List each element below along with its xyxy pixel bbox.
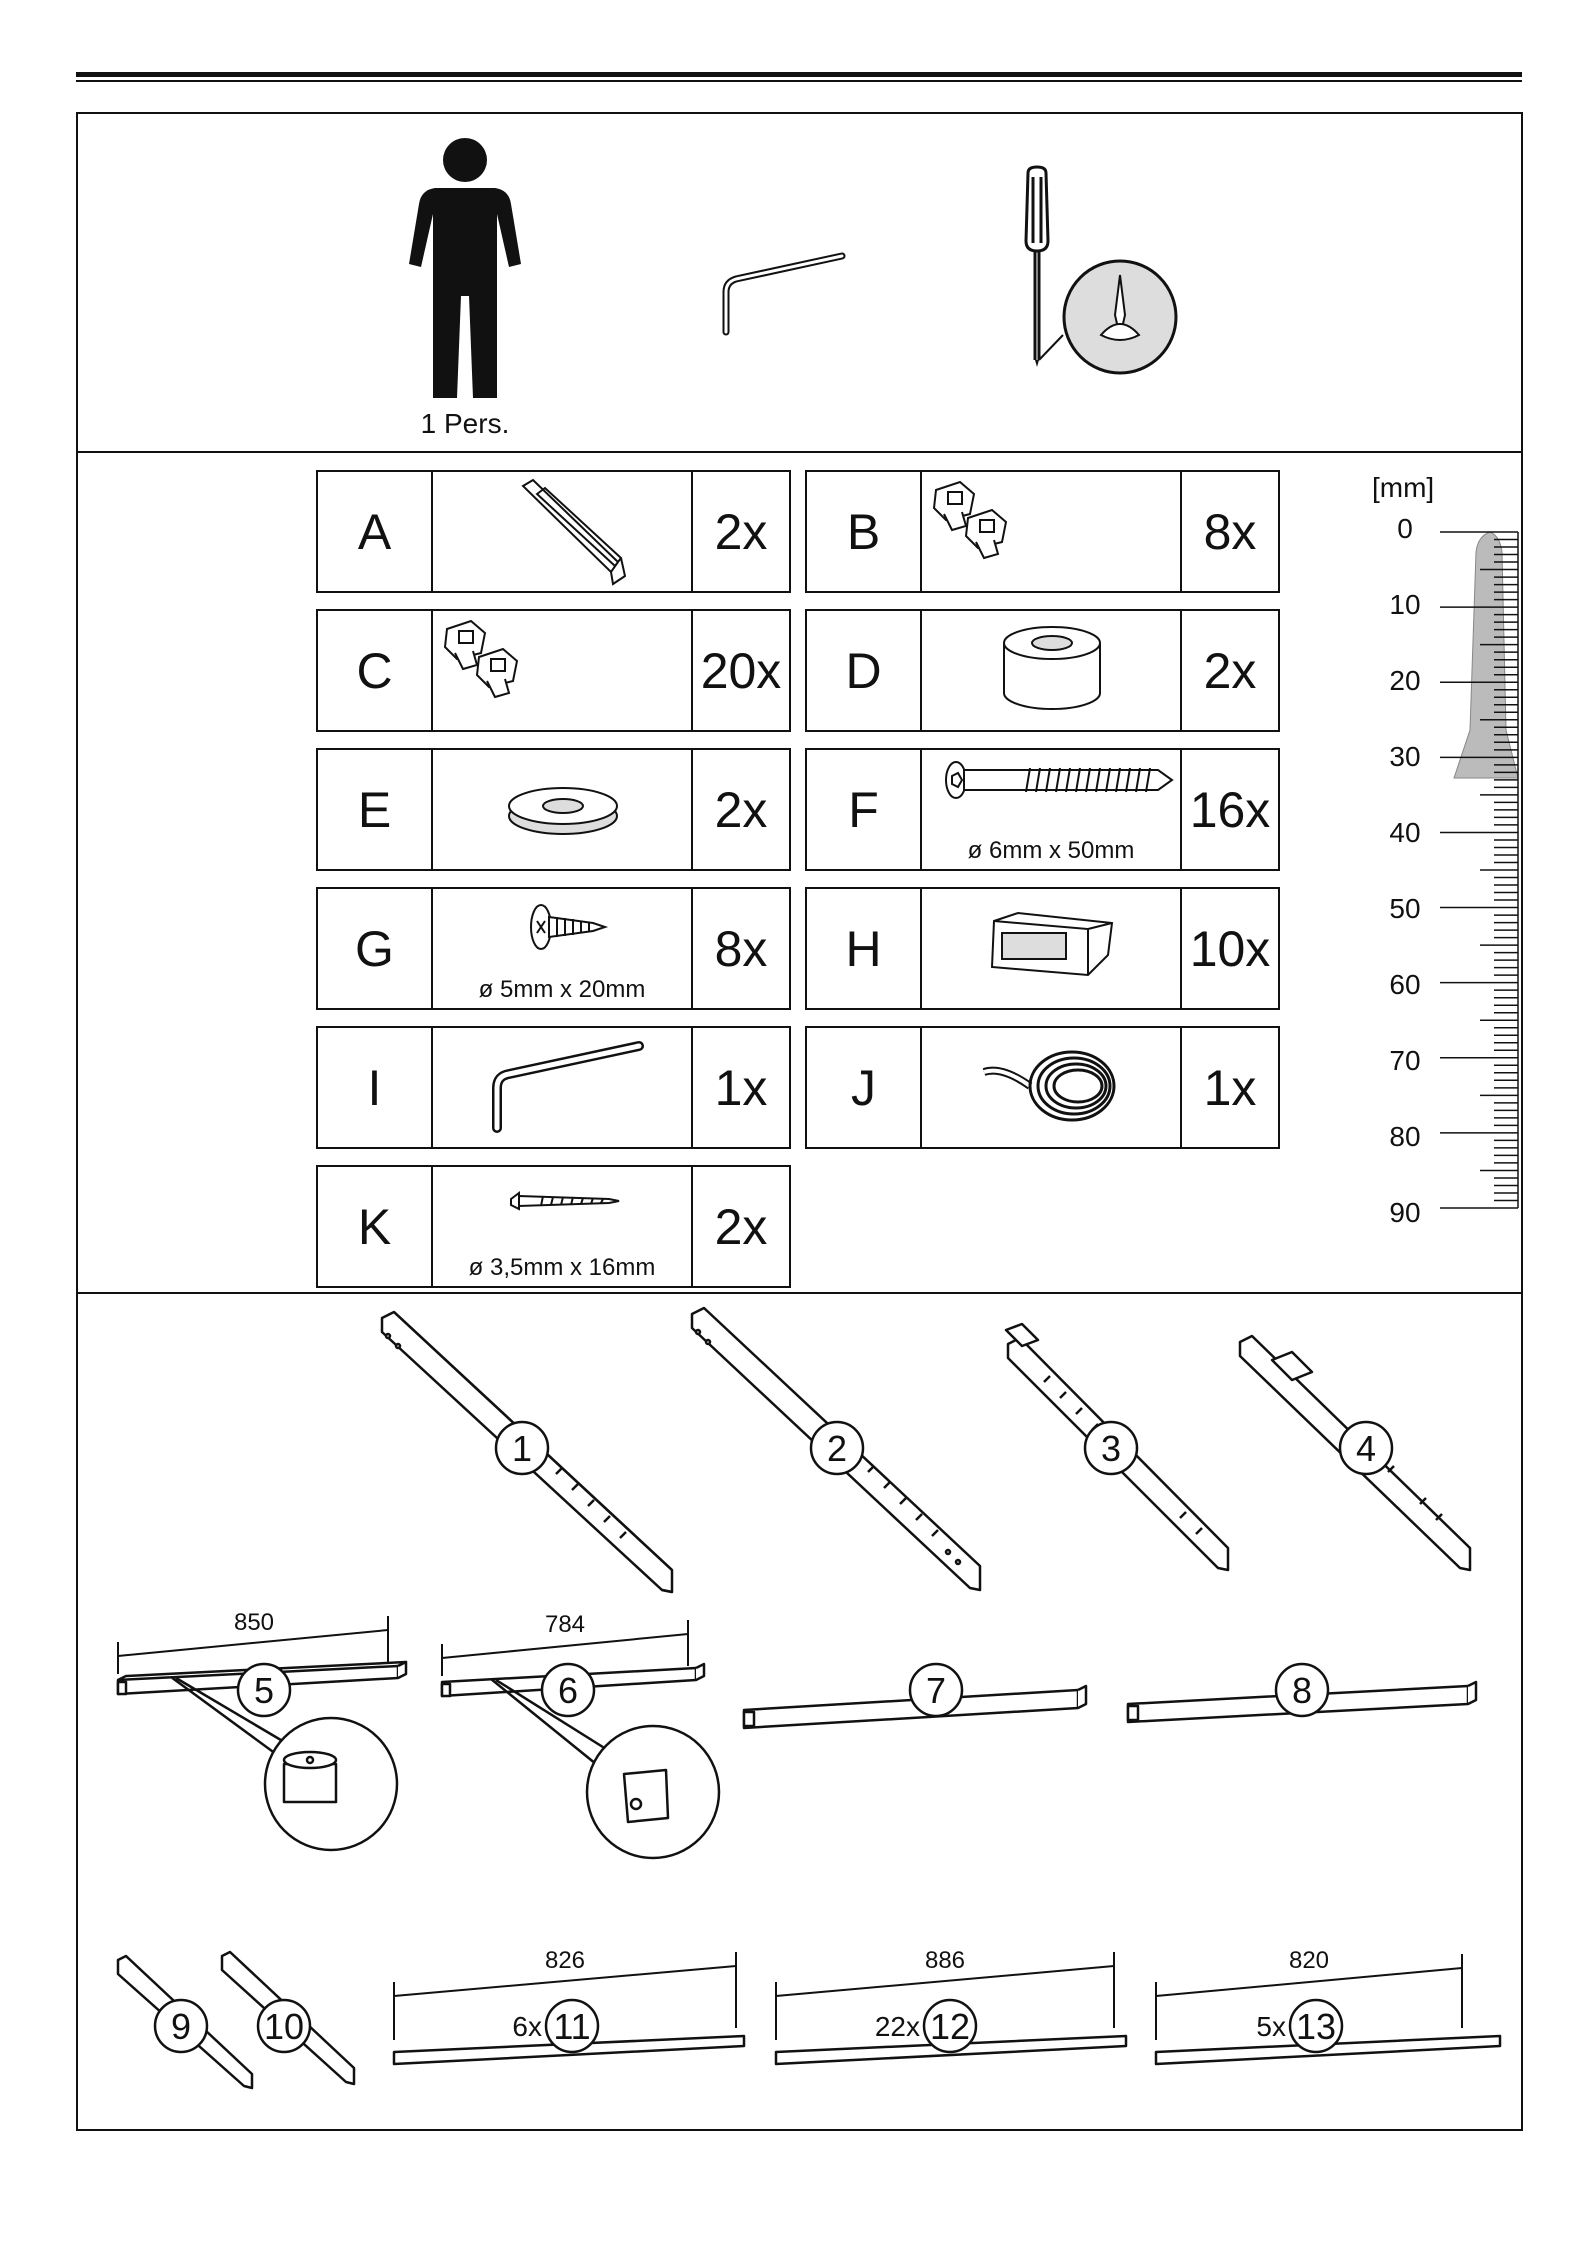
part-row-d [806,610,1279,731]
part-dimension: ø 5mm x 20mm [478,976,646,1003]
ruler-label: 30 [1389,741,1421,772]
part-letter: C [317,610,432,731]
slat-holder-icon [433,611,691,725]
part-quantity: 2x [692,471,790,592]
header-rule-thin [76,80,1522,82]
ruler-label: 20 [1389,665,1421,696]
part-image [432,471,692,592]
part-image [432,1027,692,1148]
slat-holder-icon [922,472,1180,586]
ruler-label: 0 [1397,513,1413,544]
end-cap-icon [922,889,1180,1003]
dimension-label-5: 850 [233,1609,275,1636]
part-quantity: 8x [692,888,790,1009]
part-row-e [317,749,790,870]
part-image [921,1027,1181,1148]
slat-count-12: 22x [874,2011,920,2042]
part-quantity: 1x [1181,1027,1279,1148]
part-letter: D [806,610,921,731]
dimension-label-13: 820 [1288,1947,1330,1974]
component-number-8: 8 [1291,1670,1313,1711]
part-dimension: ø 6mm x 50mm [967,837,1135,864]
header-rule-thick [76,72,1522,77]
ruler-label: 50 [1389,893,1421,924]
part-row-b [806,471,1279,592]
dimension-label-12: 886 [924,1947,966,1974]
component-number-4: 4 [1355,1428,1377,1469]
part-row-h [806,888,1279,1009]
dimension-label-11: 826 [544,1947,586,1974]
component-number-9: 9 [170,2006,192,2047]
component-number-6: 6 [557,1670,579,1711]
tape-roll-icon [922,1028,1180,1142]
component-number-5: 5 [253,1670,275,1711]
allen-key-icon [718,250,848,340]
part-letter: B [806,471,921,592]
part-quantity: 16x [1181,749,1279,870]
washer-icon [433,750,691,864]
component-number-2: 2 [826,1428,848,1469]
part-quantity: 2x [692,749,790,870]
part-letter: J [806,1027,921,1148]
part-letter: G [317,888,432,1009]
part-quantity: 20x [692,610,790,731]
ruler-label: 40 [1389,817,1421,848]
component-number-3: 3 [1100,1428,1122,1469]
phillips-screwdriver-icon [1005,165,1190,385]
measuring-ruler [1440,520,1520,1220]
parts-table-left [316,470,791,1288]
allen-key-icon [433,1028,691,1142]
part-quantity: 8x [1181,471,1279,592]
component-number-12: 12 [929,2006,971,2047]
components-drawing [76,1294,1521,2126]
part-quantity: 2x [692,1166,790,1287]
ruler-label: 90 [1389,1197,1421,1228]
ruler-label: 10 [1389,589,1421,620]
parts-table-right [805,470,1280,1149]
part-image [432,749,692,870]
part-letter: A [317,471,432,592]
part-row-a [317,471,790,592]
section-divider-1 [76,451,1521,453]
part-row-g [317,888,790,1009]
ruler-label: 70 [1389,1045,1421,1076]
component-number-11: 11 [553,2006,591,2047]
slat-count-13: 5x [1256,2011,1286,2042]
part-image [921,471,1181,592]
part-letter: H [806,888,921,1009]
part-quantity: 2x [1181,610,1279,731]
slat-count-11: 6x [512,2011,542,2042]
part-letter: E [317,749,432,870]
part-letter: K [317,1166,432,1287]
part-row-k [317,1166,790,1287]
person-icon [405,136,525,398]
part-letter: I [317,1027,432,1148]
part-image [921,610,1181,731]
part-row-j [806,1027,1279,1148]
part-row-c [317,610,790,731]
part-row-f [806,749,1279,870]
component-number-7: 7 [925,1670,947,1711]
part-image [432,610,692,731]
part-dimension: ø 3,5mm x 16mm [468,1254,656,1281]
part-letter: F [806,749,921,870]
component-number-13: 13 [1295,2006,1337,2047]
spacer-sleeve-icon [922,611,1180,725]
part-image [921,888,1181,1009]
clip-bracket-icon [433,472,691,586]
part-image [921,749,1181,870]
ruler-label: 80 [1389,1121,1421,1152]
persons-label: 1 Pers. [420,408,510,439]
part-row-i [317,1027,790,1148]
part-quantity: 10x [1181,888,1279,1009]
dimension-label-6: 784 [544,1611,586,1638]
component-number-10: 10 [263,2006,305,2047]
part-quantity: 1x [692,1027,790,1148]
ruler-label: 60 [1389,969,1421,1000]
part-image [432,888,692,1009]
part-image [432,1166,692,1287]
ruler-unit-label: [mm] [1372,472,1435,503]
component-number-1: 1 [511,1428,533,1469]
